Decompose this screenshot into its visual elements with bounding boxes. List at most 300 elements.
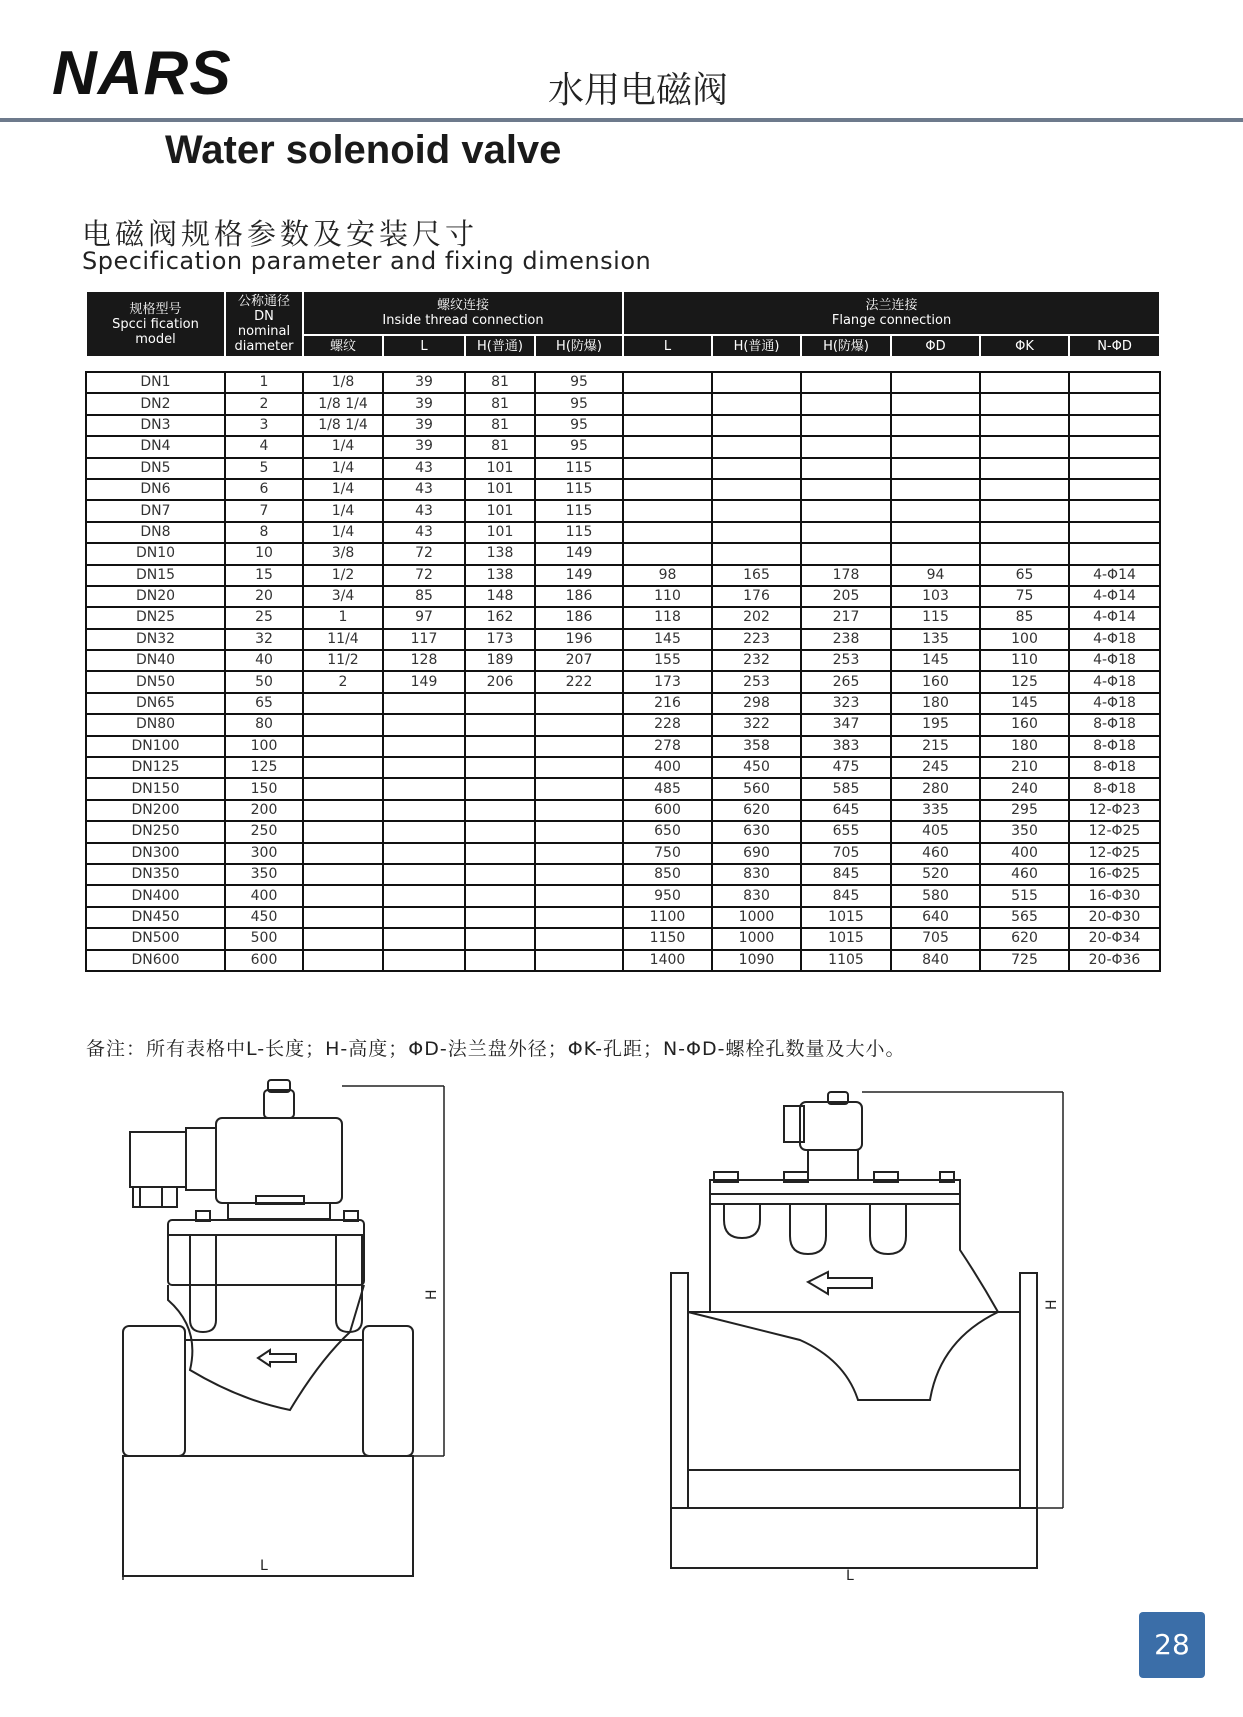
dimension-h-right: H — [1044, 1299, 1060, 1310]
table-cell: 950 — [623, 885, 712, 906]
table-cell — [801, 436, 891, 457]
table-cell: 645 — [801, 800, 891, 821]
table-cell — [383, 800, 465, 821]
table-cell: 600 — [225, 950, 303, 971]
table-cell: 8-Φ18 — [1069, 736, 1160, 757]
table-cell: 176 — [712, 586, 801, 607]
table-cell — [891, 436, 980, 457]
table-cell — [303, 885, 383, 906]
table-cell — [623, 522, 712, 543]
table-cell: 350 — [225, 864, 303, 885]
table-cell — [535, 800, 623, 821]
table-cell — [980, 372, 1069, 393]
table-cell — [712, 500, 801, 521]
table-cell: 115 — [535, 458, 623, 479]
table-cell: 43 — [383, 458, 465, 479]
table-cell — [465, 714, 535, 735]
table-cell: DN6 — [86, 479, 225, 500]
table-cell: 232 — [712, 650, 801, 671]
table-cell: 1105 — [801, 950, 891, 971]
subheader-5: H(普通) — [712, 335, 801, 357]
table-cell: 178 — [801, 565, 891, 586]
table-cell: 1150 — [623, 928, 712, 949]
table-cell: 40 — [225, 650, 303, 671]
table-cell: 115 — [535, 479, 623, 500]
table-cell: 65 — [980, 565, 1069, 586]
table-cell — [980, 458, 1069, 479]
table-cell — [891, 458, 980, 479]
table-cell: 383 — [801, 736, 891, 757]
table-cell: 1 — [225, 372, 303, 393]
table-cell: 240 — [980, 778, 1069, 799]
table-cell: 215 — [891, 736, 980, 757]
table-cell: 250 — [225, 821, 303, 842]
table-cell: DN50 — [86, 671, 225, 692]
table-cell — [465, 864, 535, 885]
table-cell: 117 — [383, 629, 465, 650]
table-row — [86, 757, 1160, 778]
table-row — [86, 907, 1160, 928]
table-row — [86, 693, 1160, 714]
table-cell: 620 — [712, 800, 801, 821]
table-cell: DN300 — [86, 843, 225, 864]
table-row — [86, 950, 1160, 971]
table-cell — [383, 928, 465, 949]
table-cell: 253 — [801, 650, 891, 671]
page-title-cn: 水用电磁阀 — [548, 70, 729, 111]
table-cell — [980, 436, 1069, 457]
table-cell: 207 — [535, 650, 623, 671]
table-cell: 4-Φ14 — [1069, 607, 1160, 628]
table-cell — [535, 821, 623, 842]
page-title-en: Water solenoid valve — [165, 128, 562, 172]
table-cell: 4-Φ18 — [1069, 650, 1160, 671]
header-dn: 公称通径 DN nominal diameter — [225, 291, 303, 357]
table-cell: 405 — [891, 821, 980, 842]
table-cell — [712, 415, 801, 436]
table-cell: 450 — [225, 907, 303, 928]
table-cell — [891, 415, 980, 436]
table-cell: 12-Φ25 — [1069, 843, 1160, 864]
table-cell — [303, 843, 383, 864]
table-cell: 10 — [225, 543, 303, 564]
table-cell: 43 — [383, 479, 465, 500]
table-cell: 3/8 — [303, 543, 383, 564]
table-cell: 475 — [801, 757, 891, 778]
table-cell: 1000 — [712, 928, 801, 949]
table-cell: 620 — [980, 928, 1069, 949]
table-cell: 210 — [980, 757, 1069, 778]
table-cell: DN500 — [86, 928, 225, 949]
table-row — [86, 372, 1160, 393]
table-cell: 265 — [801, 671, 891, 692]
table-cell: 298 — [712, 693, 801, 714]
table-cell: 20-Φ30 — [1069, 907, 1160, 928]
table-cell: 245 — [891, 757, 980, 778]
table-cell: 8 — [225, 522, 303, 543]
table-cell: 6 — [225, 479, 303, 500]
table-cell: 100 — [225, 736, 303, 757]
table-cell: 222 — [535, 671, 623, 692]
table-cell — [535, 757, 623, 778]
table-cell — [712, 393, 801, 414]
table-cell — [801, 479, 891, 500]
table-cell: 94 — [891, 565, 980, 586]
table-cell — [383, 736, 465, 757]
table-cell: 196 — [535, 629, 623, 650]
table-cell: DN4 — [86, 436, 225, 457]
table-row — [86, 885, 1160, 906]
table-cell: 485 — [623, 778, 712, 799]
table-cell — [980, 522, 1069, 543]
table-cell — [303, 757, 383, 778]
table-cell: 850 — [623, 864, 712, 885]
table-cell — [535, 778, 623, 799]
table-cell — [465, 800, 535, 821]
table-cell: 690 — [712, 843, 801, 864]
table-cell: 16-Φ25 — [1069, 864, 1160, 885]
table-cell: DN2 — [86, 393, 225, 414]
table-cell: 95 — [535, 436, 623, 457]
table-row — [86, 736, 1160, 757]
table-cell: 223 — [712, 629, 801, 650]
table-cell: 12-Φ25 — [1069, 821, 1160, 842]
table-cell: 520 — [891, 864, 980, 885]
table-cell — [535, 907, 623, 928]
table-cell: 98 — [623, 565, 712, 586]
table-cell: 1 — [303, 607, 383, 628]
table-cell: DN350 — [86, 864, 225, 885]
table-cell: DN10 — [86, 543, 225, 564]
table-cell: 101 — [465, 479, 535, 500]
table-cell: 1/4 — [303, 522, 383, 543]
table-cell: 217 — [801, 607, 891, 628]
table-cell: 149 — [383, 671, 465, 692]
table-cell: DN600 — [86, 950, 225, 971]
table-cell: 12-Φ23 — [1069, 800, 1160, 821]
table-cell — [801, 372, 891, 393]
table-cell: 81 — [465, 372, 535, 393]
table-cell: 1400 — [623, 950, 712, 971]
table-cell: 110 — [980, 650, 1069, 671]
table-cell — [1069, 458, 1160, 479]
table-cell: 460 — [891, 843, 980, 864]
table-cell: 460 — [980, 864, 1069, 885]
table-cell: DN7 — [86, 500, 225, 521]
valve-drawings — [0, 1070, 1243, 1600]
table-row — [86, 650, 1160, 671]
threaded-valve-drawing — [123, 1080, 444, 1580]
table-cell: DN8 — [86, 522, 225, 543]
table-cell: 148 — [465, 586, 535, 607]
table-cell: 160 — [891, 671, 980, 692]
table-cell: 560 — [712, 778, 801, 799]
table-row — [86, 629, 1160, 650]
table-row — [86, 671, 1160, 692]
table-cell: 186 — [535, 586, 623, 607]
table-cell: 650 — [623, 821, 712, 842]
table-cell — [891, 372, 980, 393]
table-cell: DN3 — [86, 415, 225, 436]
table-cell: 115 — [535, 500, 623, 521]
table-row — [86, 436, 1160, 457]
table-cell — [891, 393, 980, 414]
table-cell — [1069, 522, 1160, 543]
table-cell — [465, 757, 535, 778]
table-cell: 16-Φ30 — [1069, 885, 1160, 906]
table-cell: DN40 — [86, 650, 225, 671]
table-cell: 65 — [225, 693, 303, 714]
table-cell — [383, 714, 465, 735]
table-cell — [465, 907, 535, 928]
table-row — [86, 415, 1160, 436]
table-cell — [1069, 415, 1160, 436]
table-cell: 97 — [383, 607, 465, 628]
table-cell — [383, 885, 465, 906]
table-cell: 705 — [801, 843, 891, 864]
table-cell — [712, 436, 801, 457]
table-cell: 1090 — [712, 950, 801, 971]
table-cell: 358 — [712, 736, 801, 757]
table-cell: 750 — [623, 843, 712, 864]
table-row — [86, 843, 1160, 864]
table-cell: 216 — [623, 693, 712, 714]
table-cell: DN32 — [86, 629, 225, 650]
spec-table — [85, 371, 1161, 972]
table-cell: 585 — [801, 778, 891, 799]
table-row — [86, 800, 1160, 821]
table-cell: 295 — [980, 800, 1069, 821]
table-cell — [383, 864, 465, 885]
table-cell: 1/4 — [303, 458, 383, 479]
table-cell — [891, 543, 980, 564]
table-cell: 202 — [712, 607, 801, 628]
table-cell: 580 — [891, 885, 980, 906]
subheader-0: 螺纹 — [303, 335, 383, 357]
table-cell — [465, 821, 535, 842]
table-cell: 101 — [465, 522, 535, 543]
table-cell — [535, 693, 623, 714]
table-cell: DN200 — [86, 800, 225, 821]
header-model: 规格型号 Spcci fication model — [86, 291, 225, 357]
table-cell — [535, 714, 623, 735]
table-cell — [465, 736, 535, 757]
subheader-9: N-ΦD — [1069, 335, 1160, 357]
table-row — [86, 565, 1160, 586]
table-cell — [465, 928, 535, 949]
table-row — [86, 458, 1160, 479]
table-row — [86, 522, 1160, 543]
table-cell: 149 — [535, 543, 623, 564]
table-cell: 20-Φ36 — [1069, 950, 1160, 971]
table-cell: 100 — [980, 629, 1069, 650]
table-cell: 162 — [465, 607, 535, 628]
table-cell — [623, 500, 712, 521]
table-cell — [623, 543, 712, 564]
table-cell — [303, 907, 383, 928]
table-cell: DN15 — [86, 565, 225, 586]
table-cell: 323 — [801, 693, 891, 714]
table-cell — [891, 479, 980, 500]
table-cell: 195 — [891, 714, 980, 735]
table-cell — [712, 458, 801, 479]
table-cell: 655 — [801, 821, 891, 842]
table-cell: 125 — [225, 757, 303, 778]
table-cell: DN100 — [86, 736, 225, 757]
subheader-4: L — [623, 335, 712, 357]
table-cell — [465, 885, 535, 906]
table-cell: 206 — [465, 671, 535, 692]
table-cell: 4 — [225, 436, 303, 457]
table-cell: 149 — [535, 565, 623, 586]
table-cell — [1069, 393, 1160, 414]
table-cell — [535, 885, 623, 906]
subheader-3: H(防爆) — [535, 335, 623, 357]
table-cell — [980, 543, 1069, 564]
table-cell — [980, 500, 1069, 521]
table-cell: 43 — [383, 522, 465, 543]
table-cell: 32 — [225, 629, 303, 650]
table-cell: 515 — [980, 885, 1069, 906]
table-cell: 228 — [623, 714, 712, 735]
table-cell — [1069, 543, 1160, 564]
table-cell — [535, 950, 623, 971]
table-cell: 1/8 1/4 — [303, 415, 383, 436]
table-cell: 600 — [623, 800, 712, 821]
table-cell: 830 — [712, 864, 801, 885]
table-cell — [891, 500, 980, 521]
table-cell — [303, 950, 383, 971]
table-cell: 205 — [801, 586, 891, 607]
table-cell: 1/4 — [303, 436, 383, 457]
dimension-h-left: H — [424, 1289, 440, 1300]
table-cell: 322 — [712, 714, 801, 735]
table-cell: 110 — [623, 586, 712, 607]
table-cell — [801, 458, 891, 479]
table-cell: DN1 — [86, 372, 225, 393]
dimension-l-left: L — [260, 1558, 268, 1574]
table-cell: 81 — [465, 415, 535, 436]
table-cell: 1015 — [801, 907, 891, 928]
table-cell: 8-Φ18 — [1069, 757, 1160, 778]
table-cell — [303, 778, 383, 799]
table-cell: 1/4 — [303, 479, 383, 500]
table-cell: 85 — [383, 586, 465, 607]
table-cell: 350 — [980, 821, 1069, 842]
table-row — [86, 479, 1160, 500]
table-row — [86, 864, 1160, 885]
subheader-8: ΦK — [980, 335, 1069, 357]
table-row — [86, 821, 1160, 842]
table-row — [86, 778, 1160, 799]
subheader-1: L — [383, 335, 465, 357]
table-cell: 8-Φ18 — [1069, 778, 1160, 799]
table-cell: 4-Φ14 — [1069, 586, 1160, 607]
table-cell — [623, 458, 712, 479]
table-cell — [980, 393, 1069, 414]
table-cell: 39 — [383, 393, 465, 414]
table-cell — [623, 479, 712, 500]
table-cell — [465, 693, 535, 714]
table-cell: 4-Φ18 — [1069, 693, 1160, 714]
table-cell — [303, 714, 383, 735]
table-cell: 1000 — [712, 907, 801, 928]
section-title-en: Specification parameter and fixing dimension — [82, 247, 652, 275]
table-cell — [623, 415, 712, 436]
table-cell — [303, 821, 383, 842]
table-cell: 128 — [383, 650, 465, 671]
table-cell: 180 — [980, 736, 1069, 757]
table-cell — [623, 393, 712, 414]
table-cell — [801, 415, 891, 436]
table-cell: 180 — [891, 693, 980, 714]
table-cell — [303, 864, 383, 885]
table-cell: 400 — [980, 843, 1069, 864]
table-cell: 725 — [980, 950, 1069, 971]
table-row — [86, 928, 1160, 949]
table-cell: 118 — [623, 607, 712, 628]
table-cell: 160 — [980, 714, 1069, 735]
table-cell: 138 — [465, 565, 535, 586]
table-cell: 4-Φ14 — [1069, 565, 1160, 586]
table-cell: 1/4 — [303, 500, 383, 521]
table-cell: 500 — [225, 928, 303, 949]
table-cell: DN25 — [86, 607, 225, 628]
header-divider — [0, 118, 1243, 122]
header-flange-group: 法兰连接 Flange connection — [623, 291, 1160, 335]
table-cell — [383, 907, 465, 928]
table-cell: 1/8 — [303, 372, 383, 393]
table-cell — [801, 543, 891, 564]
table-cell: 103 — [891, 586, 980, 607]
table-cell — [535, 843, 623, 864]
table-cell: 125 — [980, 671, 1069, 692]
table-cell: 300 — [225, 843, 303, 864]
table-cell: 39 — [383, 372, 465, 393]
table-cell — [1069, 372, 1160, 393]
section-title-cn: 电磁阀规格参数及安装尺寸 — [82, 217, 479, 251]
table-cell: 7 — [225, 500, 303, 521]
table-cell: 4-Φ18 — [1069, 629, 1160, 650]
table-cell: 39 — [383, 436, 465, 457]
table-cell — [383, 757, 465, 778]
table-cell: 80 — [225, 714, 303, 735]
subheader-6: H(防爆) — [801, 335, 891, 357]
table-cell: DN5 — [86, 458, 225, 479]
table-cell: 5 — [225, 458, 303, 479]
table-cell: 20 — [225, 586, 303, 607]
table-cell — [383, 843, 465, 864]
dimension-l-right: L — [846, 1568, 854, 1584]
table-cell: DN400 — [86, 885, 225, 906]
table-cell: 173 — [623, 671, 712, 692]
table-cell: 101 — [465, 458, 535, 479]
table-cell: 4-Φ18 — [1069, 671, 1160, 692]
table-cell: 145 — [891, 650, 980, 671]
table-cell: 72 — [383, 543, 465, 564]
table-cell — [891, 522, 980, 543]
subheader-7: ΦD — [891, 335, 980, 357]
table-cell: 39 — [383, 415, 465, 436]
table-cell — [383, 821, 465, 842]
table-cell: 1/8 1/4 — [303, 393, 383, 414]
table-cell — [535, 928, 623, 949]
table-cell — [303, 693, 383, 714]
table-cell — [383, 778, 465, 799]
table-cell: 845 — [801, 885, 891, 906]
table-cell: DN20 — [86, 586, 225, 607]
table-cell: 101 — [465, 500, 535, 521]
